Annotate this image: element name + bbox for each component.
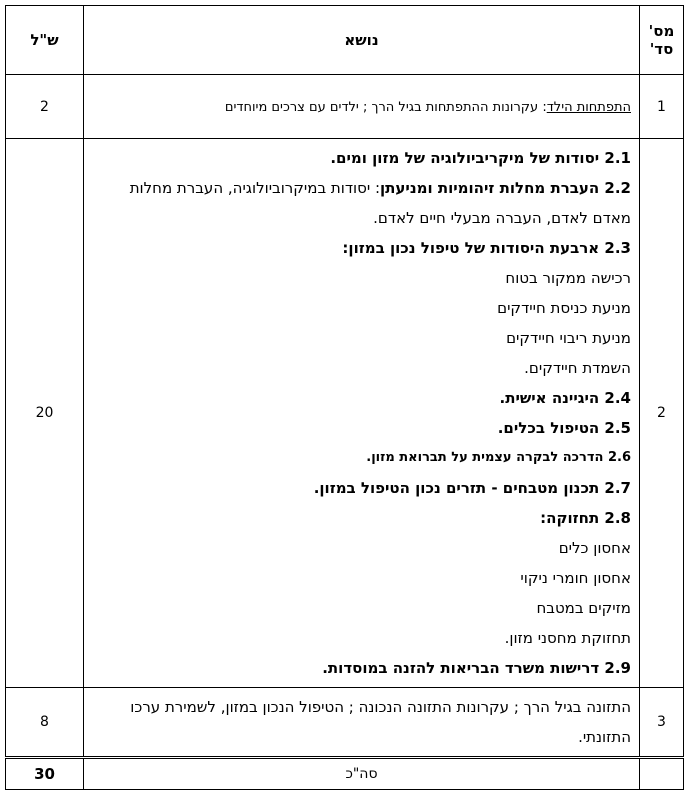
- topic-subitem: תחזוקת מחסני מזון.: [504, 629, 631, 647]
- table-row: [6, 75, 684, 139]
- topic-item: 2.3 ארבעת היסודות של טיפול נכון במזון:: [342, 239, 631, 257]
- row-number: 1: [640, 75, 684, 139]
- table-row: [6, 688, 684, 758]
- topic-item: 2.8 תחזוקה:: [540, 509, 631, 527]
- topic-item: 2.6 הדרכה לבקרה עצמית על תברואת מזון.: [366, 450, 631, 465]
- header-hours: ש"ל: [6, 6, 84, 75]
- topic-text: התזונה בגיל הרך ; עקרונות התזונה הנכונה ; הטיפול הנכון במזון, לשמירת ערכו התזונתי.: [130, 698, 631, 746]
- row-topic: [84, 139, 640, 688]
- row-hours: 20: [6, 139, 84, 688]
- topic-item-title: 2.2 העברת מחלות זיהומיות ומניעתן: [380, 179, 631, 197]
- topic-item: 2.9 דרישות משרד הבריאות להזנה במוסדות.: [322, 659, 631, 677]
- topic-separator: :: [542, 99, 547, 115]
- total-row: [6, 758, 684, 790]
- topic-item: 2.1 יסודות של מיקריביולוגיה של מזון ומים.: [330, 149, 631, 167]
- row-number: 2: [640, 139, 684, 688]
- topic-subitem: רכישה ממקור בטוח: [505, 269, 631, 287]
- total-empty-cell: [640, 758, 684, 790]
- topic-text: עקרונות ההתפתחות בגיל הרך ; ילדים עם צרכים מיוחדים: [224, 99, 543, 115]
- topic-item-text: : יסודות במיקרוביולוגיה, העברת מחלות מאדם לאדם, העברה מבעלי חיים לאדם.: [129, 179, 631, 227]
- row-number: 3: [640, 688, 684, 758]
- row-hours: 8: [6, 688, 84, 758]
- row-topic: [84, 75, 640, 139]
- topic-title: התפתחות הילד: [546, 99, 631, 115]
- syllabus-table: [5, 5, 684, 790]
- topic-item: 2.5 הטיפול בכלים.: [497, 419, 631, 437]
- topic-item: 2.7 תכנון מטבחים - תזרים נכון הטיפול במזון.: [313, 479, 631, 497]
- topic-subitem: מניעת ריבוי חיידקים: [506, 329, 631, 347]
- row-hours: 2: [6, 75, 84, 139]
- header-serial-number: מס' סד': [640, 6, 684, 75]
- topic-subitem: מניעת כניסת חיידקים: [497, 299, 631, 317]
- header-topic: נושא: [84, 6, 640, 75]
- topic-subitem: אחסון כלים: [558, 539, 631, 557]
- topic-subitem: אחסון חומרי ניקוי: [520, 569, 631, 587]
- syllabus-table-wrapper: [5, 5, 684, 790]
- table-row: [6, 139, 684, 688]
- header-row: [6, 6, 684, 75]
- total-hours: 30: [6, 758, 84, 790]
- topic-item: [94, 173, 631, 233]
- topic-subitem: השמדת חיידקים.: [524, 359, 631, 377]
- row-topic: [84, 688, 640, 758]
- topic-item: 2.4 היגיינה אישית.: [499, 389, 631, 407]
- total-label: סה"כ: [84, 758, 640, 790]
- topic-subitem: מזיקים במטבח: [536, 599, 631, 617]
